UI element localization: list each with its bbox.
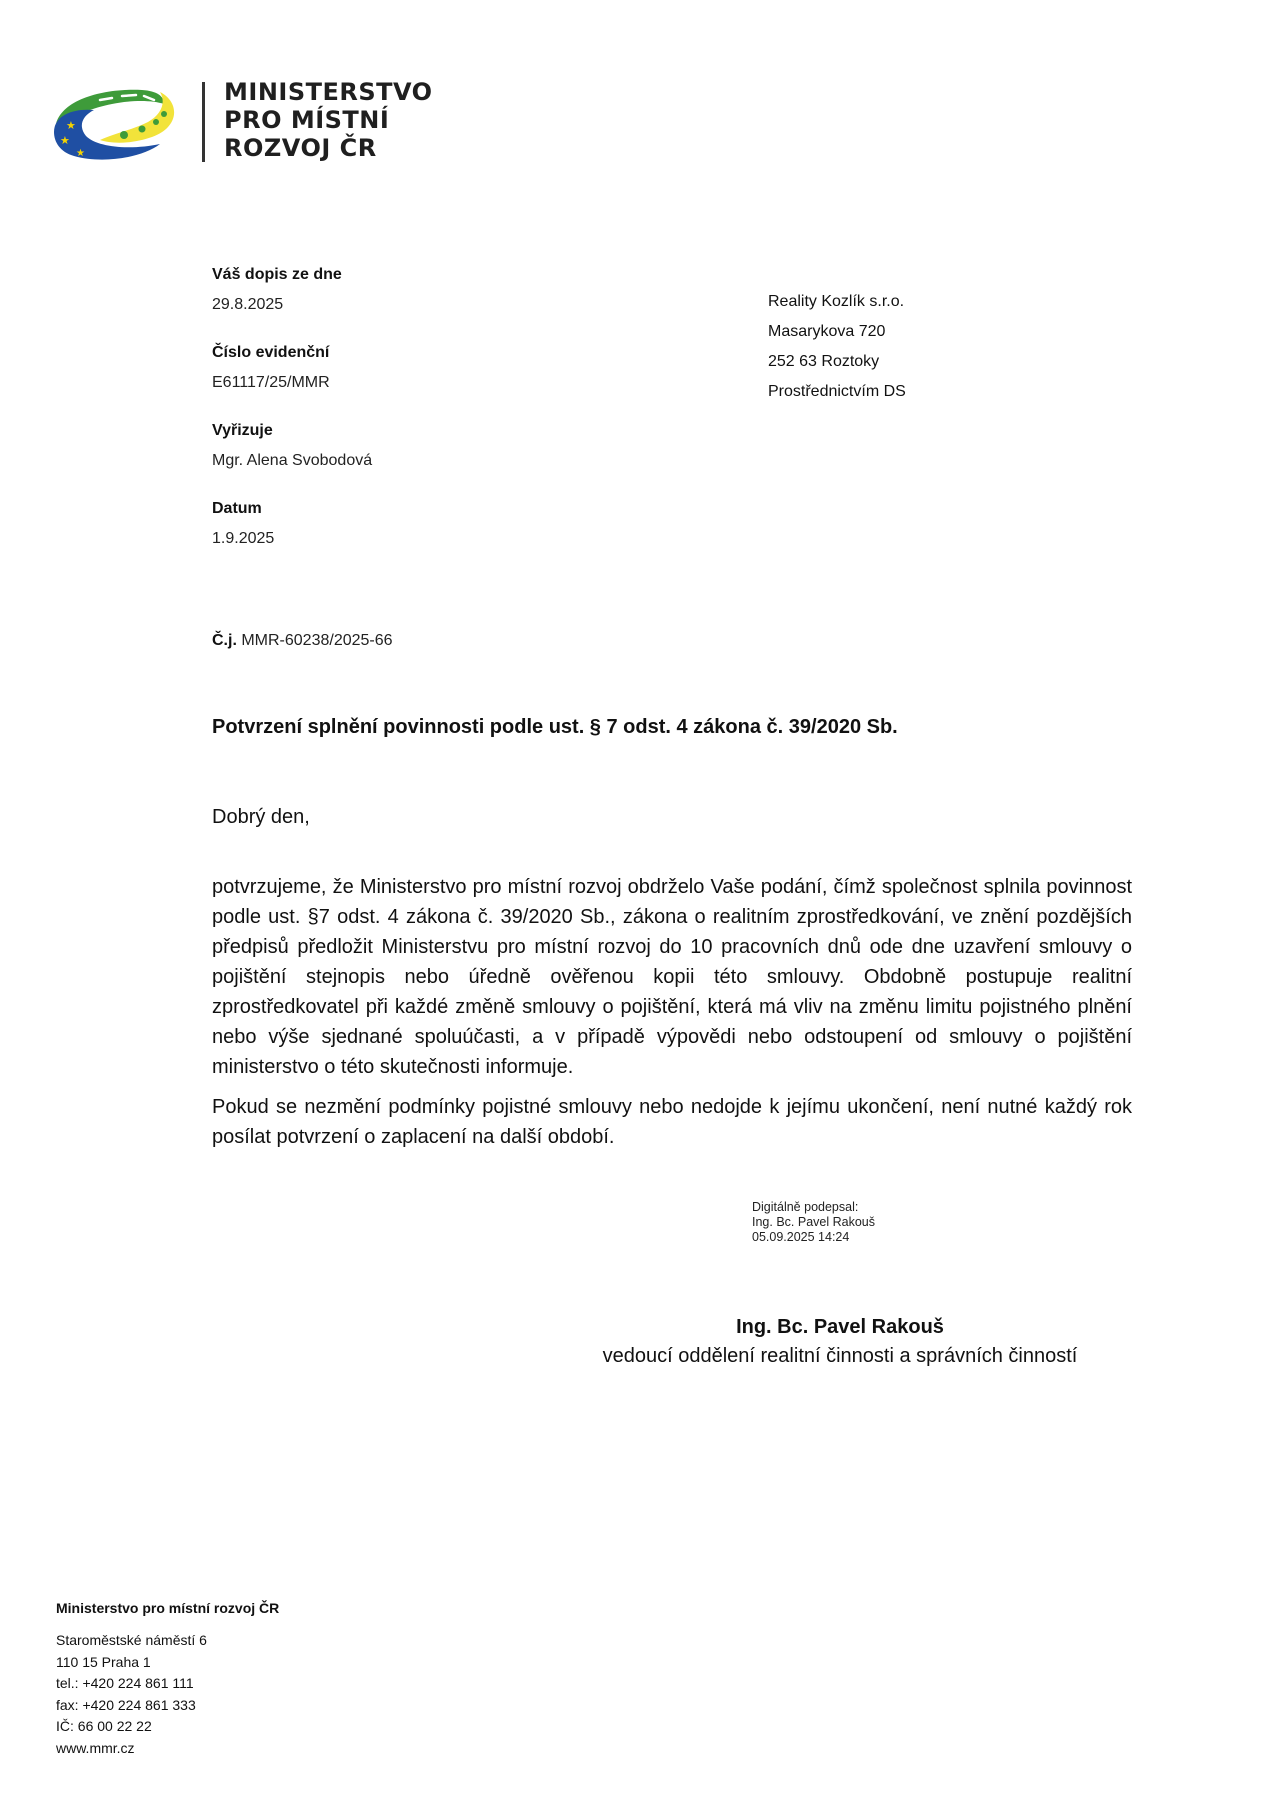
meta-label: Váš dopis ze dne [212,266,342,283]
letter-date [212,499,512,549]
logo-line: PRO MÍSTNÍ [224,106,390,134]
meta-label: Datum [212,500,262,517]
logo-line: MINISTERSTVO [224,78,433,106]
digital-signature-name: Ing. Bc. Pavel Rakouš [752,1215,875,1229]
svg-text:★: ★ [60,134,70,147]
body-paragraph: potvrzujeme, že Ministerstvo pro místní rozvoj obdrželo Vaše podání, čímž společnost splnila povinnost podle ust. §7 odst. 4 zákona č. 39/2020 Sb., zákona o realitním zprostředkování, ve znění pozdějších předpisů předložit Ministerstvu pro místní rozvoj do 10 pracovních dnů ode dne uzavření smlouvy o pojištění stejnopis nebo úředně ověřenou kopii této smlouvy. Obdobně postupuje realitní zprostředkovatel při každé změně smlouvy o pojištění, která má vliv na změnu limitu pojistného plnění nebo výše sjednané spoluúčasti, a v případě výpovědi nebo odstoupení od smlouvy o pojištění ministerstvo o této skutečnosti informuje. [212,876,1132,1078]
digital-signature-label: Digitálně podepsal: [752,1200,859,1214]
recipient-line: 252 63 Roztoky [768,353,880,370]
recipient-line: Prostřednictvím DS [768,383,906,400]
recipient-line: Reality Kozlík s.r.o. [768,293,905,310]
letter-greeting: Dobrý den, [212,806,310,828]
signer-name: Ing. Bc. Pavel Rakouš [736,1316,944,1338]
footer-contact [56,1600,279,1759]
your-letter-date [212,265,512,315]
meta-label: Číslo evidenční [212,344,330,361]
letter-metadata [212,265,512,577]
file-number-value: MMR-60238/2025-66 [241,632,393,649]
footer-street: Staroměstské náměstí 6 [56,1632,207,1648]
file-number [212,632,393,650]
body-paragraph: Pokud se nezmění podmínky pojistné smlouvy nebo nedojde k jejímu ukončení, není nutné každý rok posílat potvrzení o zaplacení na další období. [212,1096,1132,1148]
recipient-address [768,287,906,407]
footer-fax: fax: +420 224 861 333 [56,1696,196,1713]
svg-text:★: ★ [66,119,76,132]
footer-city: 110 15 Praha 1 [56,1653,151,1670]
signer-role: vedoucí oddělení realitní činnosti a správních činností [602,1345,1078,1367]
logo-divider [202,82,205,162]
digital-signature-timestamp: 05.09.2025 14:24 [752,1230,850,1244]
file-number-label: Č.j. [212,632,237,649]
ministry-logo [52,78,433,172]
meta-value: Mgr. Alena Svobodová [212,452,373,469]
handled-by [212,421,512,471]
meta-value: E61117/25/MMR [212,374,330,391]
letter-subject: Potvrzení splnění povinnosti podle ust. § 7 odst. 4 zákona č. 39/2020 Sb. [212,716,898,738]
meta-value: 1.9.2025 [212,530,275,547]
logo-line: ROZVOJ ČR [224,134,377,162]
footer-website-link[interactable]: www.mmr.cz [56,1739,135,1756]
meta-value: 29.8.2025 [212,296,284,313]
reference-number [212,343,512,393]
footer-organization: Ministerstvo pro místní rozvoj ČR [56,1600,280,1616]
meta-label: Vyřizuje [212,422,273,439]
svg-text:★: ★ [76,148,85,159]
digital-signature-stamp [752,1200,875,1245]
footer-company-id: IČ: 66 00 22 22 [56,1718,152,1734]
recipient-line: Masarykova 720 [768,323,886,340]
footer-phone: tel.: +420 224 861 111 [56,1675,194,1691]
logo-wordmark [224,78,433,162]
letter-body [212,872,1132,1162]
ministry-logo-icon [52,82,182,162]
signer-block [560,1316,1120,1368]
